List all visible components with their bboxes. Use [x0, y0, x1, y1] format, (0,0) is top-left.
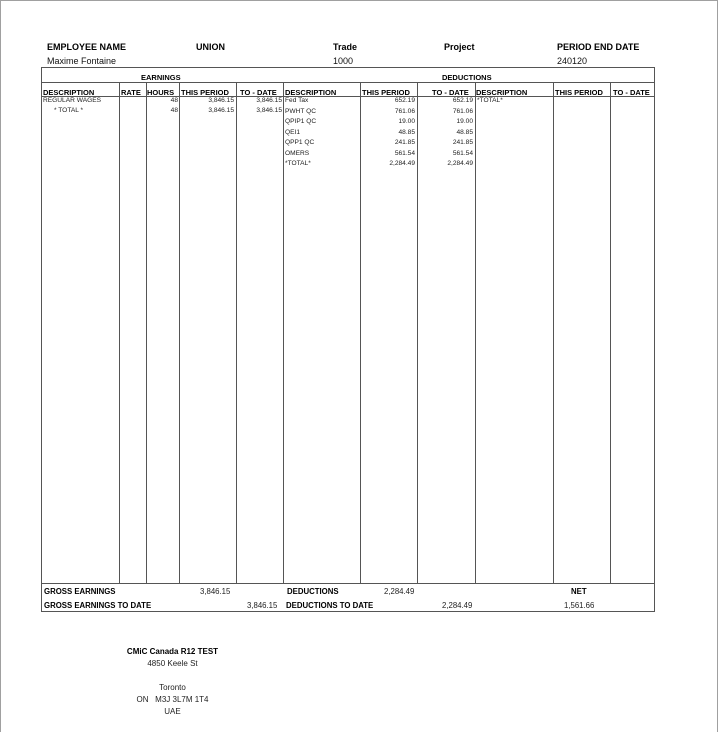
deduction-description: QEI1	[285, 128, 301, 136]
deduction-to-date: 561.54	[452, 149, 473, 157]
deduction-to-date: 19.00	[456, 118, 473, 125]
earnings-col-hours: HOURS	[147, 87, 175, 97]
earnings-row-to-date: 3,846.15	[256, 97, 282, 104]
earnings-col-rate: RATE	[121, 87, 141, 97]
deductions-label: DEDUCTIONS	[287, 587, 339, 596]
earnings-col-to-date: TO - DATE	[240, 87, 277, 97]
company-province-postal: ON M3J 3L7M 1T4	[136, 695, 209, 704]
deduction-this-period: 561.54	[394, 149, 415, 157]
earnings-col-this-period: THIS PERIOD	[181, 87, 229, 97]
deductions-to-date-value: 2,284.49	[442, 601, 473, 610]
totals-divider	[41, 583, 655, 584]
deductions-col-description: DESCRIPTION	[285, 87, 337, 97]
trade-value: 1000	[333, 56, 354, 66]
col-divider	[475, 82, 476, 583]
earnings-total-description: * TOTAL *	[54, 107, 84, 114]
period-end-date-label: PERIOD END DATE	[557, 42, 640, 52]
deductions-section-title: DEDUCTIONS	[442, 73, 492, 82]
net-label: NET	[571, 587, 587, 596]
deduction-this-period: 241.85	[394, 139, 415, 146]
gross-earnings-label: GROSS EARNINGS	[44, 587, 116, 596]
deduction-description: QPP1 QC	[285, 139, 315, 146]
deductions-col-this-period: THIS PERIOD	[362, 87, 410, 97]
gross-earnings-to-date-label: GROSS EARNINGS TO DATE	[44, 601, 152, 610]
company-name: CMiC Canada R12 TEST	[126, 647, 219, 656]
earnings-col-description: DESCRIPTION	[43, 87, 95, 97]
other-col-this-period: THIS PERIOD	[555, 87, 603, 97]
deduction-this-period: 761.06	[394, 107, 415, 115]
deduction-to-date: 48.85	[456, 128, 473, 136]
trade-label: Trade	[333, 42, 358, 52]
gross-earnings-value: 3,846.15	[200, 587, 231, 596]
deduction-description: Fed Tax	[285, 97, 309, 104]
deduction-description: PWHT QC	[285, 107, 317, 115]
deductions-to-date-label: DEDUCTIONS TO DATE	[286, 601, 374, 610]
col-divider	[283, 82, 284, 583]
col-divider	[417, 82, 418, 583]
deduction-description: QPIP1 QC	[285, 118, 317, 125]
project-label: Project	[444, 42, 475, 52]
deduction-total-description: *TOTAL*	[285, 160, 311, 167]
deduction-to-date: 241.85	[452, 139, 473, 146]
deduction-total-this-period: 2,284.49	[389, 160, 415, 167]
union-label: UNION	[196, 42, 225, 52]
col-divider	[146, 82, 147, 583]
earnings-total-this-period: 3,846.15	[208, 107, 234, 114]
deductions-value: 2,284.49	[384, 587, 415, 596]
deduction-this-period: 19.00	[398, 118, 415, 125]
col-divider	[236, 82, 237, 583]
earnings-section-title: EARNINGS	[141, 73, 181, 82]
company-city: Toronto	[159, 683, 186, 692]
col-divider	[553, 82, 554, 583]
earnings-total-to-date: 3,846.15	[256, 107, 282, 114]
deduction-total-to-date: 2,284.49	[447, 160, 473, 167]
company-country: UAE	[164, 707, 181, 716]
col-divider	[119, 82, 120, 583]
other-total-description: *TOTAL*	[477, 97, 503, 104]
deduction-to-date: 761.06	[452, 107, 473, 115]
col-divider	[610, 82, 611, 583]
employee-name-value: Maxime Fontaine	[47, 56, 117, 66]
deduction-description: OMERS	[285, 149, 310, 157]
col-divider	[360, 82, 361, 583]
earnings-total-hours: 48	[170, 107, 178, 114]
col-divider	[179, 82, 180, 583]
other-col-description: DESCRIPTION	[476, 87, 528, 97]
earnings-row-description: REGULAR WAGES	[43, 97, 102, 104]
period-end-date-value: 240120	[557, 56, 588, 66]
pay-stub-table	[41, 67, 655, 612]
other-col-to-date: TO - DATE	[613, 87, 650, 97]
deductions-col-to-date: TO - DATE	[432, 87, 469, 97]
deduction-to-date: 652.19	[452, 97, 473, 104]
deduction-this-period: 652.19	[394, 97, 415, 104]
earnings-row-this-period: 3,846.15	[208, 97, 234, 104]
company-street: 4850 Keele St	[147, 659, 198, 668]
section-header-divider	[41, 82, 655, 83]
employee-name-label: EMPLOYEE NAME	[47, 42, 127, 52]
net-value: 1,561.66	[564, 601, 595, 610]
deduction-this-period: 48.85	[398, 128, 415, 136]
earnings-row-hours: 48	[170, 97, 178, 104]
gross-earnings-to-date-value: 3,846.15	[247, 601, 278, 610]
